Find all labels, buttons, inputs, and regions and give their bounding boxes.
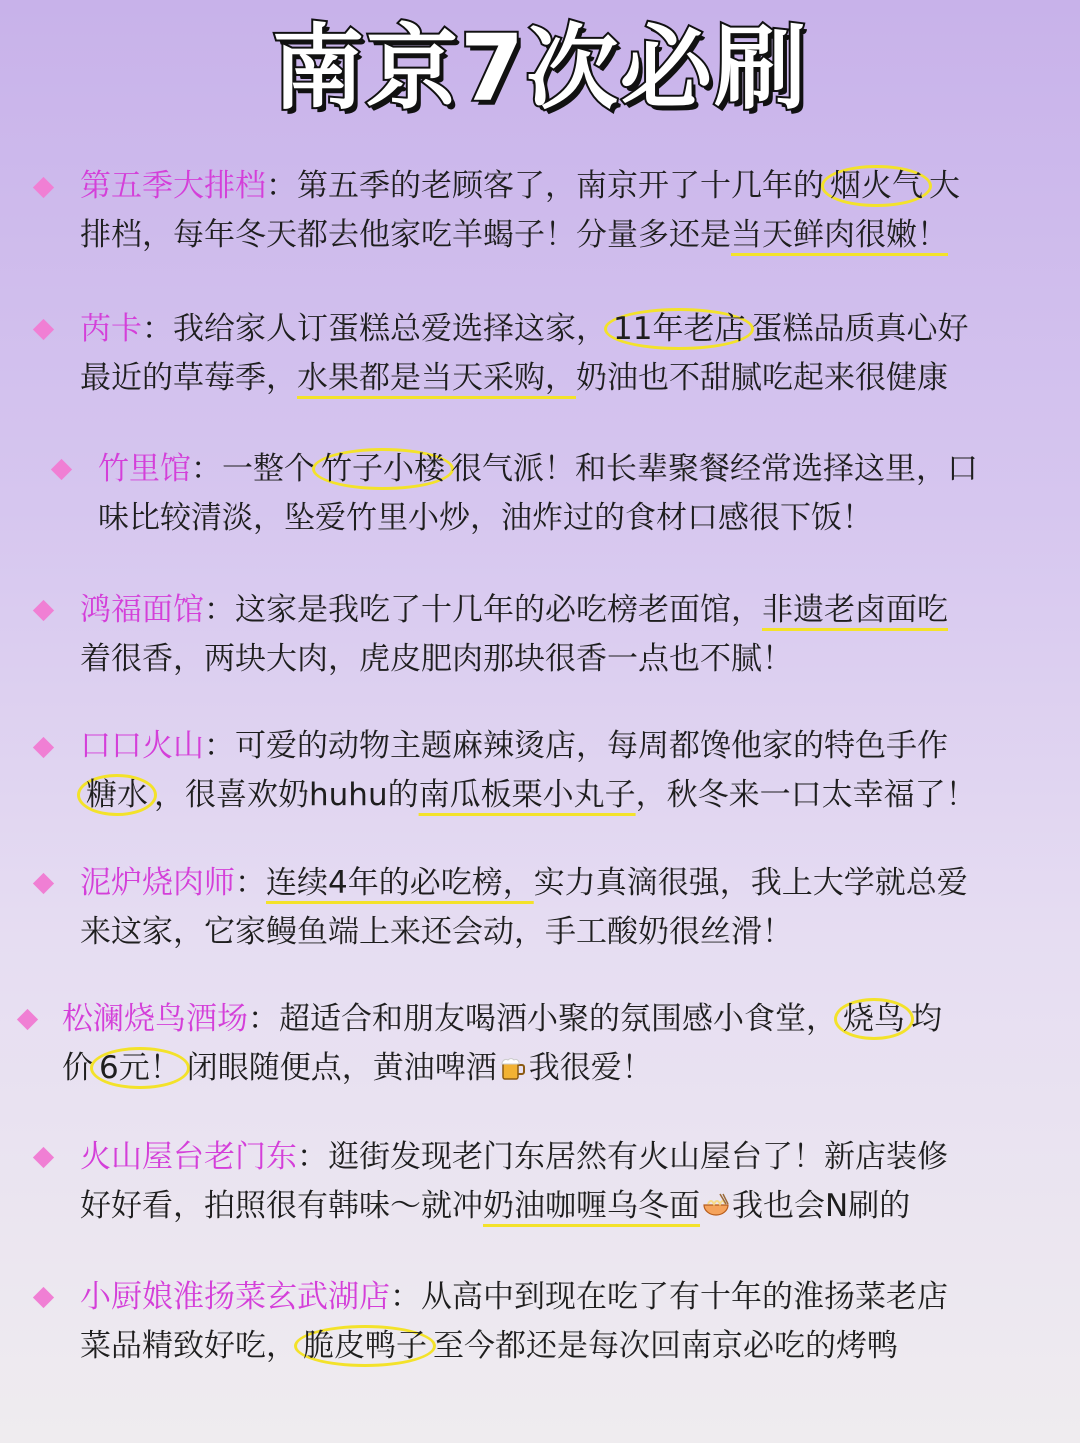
entry-text: 价 [62,1050,93,1086]
entry-text: 一整个 [222,451,315,487]
entry-line [80,635,948,684]
entry-7 [62,995,942,1093]
restaurant-name: 小厨娘淮扬菜玄武湖店 [80,1279,390,1315]
entry-text: 味比较清淡，坠爱竹里小炒，油炸过的食材口感很下饭！ [98,500,873,536]
restaurant-name: 火山屋台老门东 [80,1139,297,1175]
entry-line [80,354,968,403]
entry-text: 从高中到现在吃了有十年的淮扬菜老店 [421,1279,948,1315]
entry-text: 至今都还是每次回南京必吃的烤鸭 [433,1328,898,1364]
bullet-icon [33,737,54,758]
circled-highlight: 烟火气 [821,165,932,207]
entry-line: 松澜烧鸟酒场：超适合和朋友喝酒小聚的氛围感小食堂， 烧鸟 均 [62,995,942,1044]
entry-1 [80,162,960,260]
entry-text: 闭眼随便点，黄油啤酒 [186,1050,497,1086]
entry-line [80,1182,948,1231]
entry-text: 菜品精致好吃， [80,1328,297,1364]
entry-6 [80,859,968,957]
circled-highlight: 6元！ [90,1047,190,1089]
underlined-highlight: 非遗老卤面吃 [762,592,948,628]
circled-highlight: 糖水 [77,774,157,816]
entry-text: 我给家人订蛋糕总爱选择这家， [173,311,607,347]
entry-text: 我很爱！ [528,1050,653,1086]
entry-line [80,211,960,260]
bullet-icon [33,873,54,894]
underlined-highlight: 当天鲜肉很嫩！ [731,217,948,253]
entry-text: 很气派！和长辈聚餐经常选择这里，口 [451,451,978,487]
restaurant-name: 鸿福面馆 [80,592,204,628]
circled-highlight: 竹子小楼 [312,448,454,490]
bullet-icon [33,319,54,340]
entry-4 [80,586,948,684]
entry-line [80,771,977,820]
circled-highlight: 11年老店 [604,308,754,350]
bullet-icon [33,600,54,621]
circled-highlight: 脆皮鸭子 [294,1325,436,1367]
circled-highlight: 烧鸟 [834,998,914,1040]
entry-text: 奶油也不甜腻吃起来很健康 [576,360,948,396]
entry-line [80,908,968,957]
entry-text: 均 [911,1001,942,1037]
underlined-highlight: 奶油咖喱乌冬面 [483,1188,700,1224]
entry-text: 第五季的老顾客了，南京开了十几年的 [297,168,824,204]
entry-text: 实力真滴很强，我上大学就总爱 [533,865,968,901]
entry-line [80,1322,948,1371]
bullet-icon [17,1009,38,1030]
noodle-bowl-icon [702,1192,730,1220]
bullet-icon [33,177,54,198]
entry-line: 鸿福面馆：这家是我吃了十几年的必吃榜老面馆，非遗老卤面吃 [80,592,948,628]
restaurant-name: 第五季大排档 [80,168,266,204]
restaurant-name: 芮卡 [80,311,142,347]
entry-text: 这家是我吃了十几年的必吃榜老面馆， [235,592,762,628]
entry-line [62,1044,942,1093]
bullet-icon [33,1147,54,1168]
entry-line: 口口火山：可爱的动物主题麻辣烫店，每周都馋他家的特色手作 [80,728,948,764]
entry-text: 我也会N刷的 [732,1188,911,1224]
entry-5 [80,722,977,820]
entry-text: 最近的草莓季， [80,360,297,396]
entry-line: 小厨娘淮扬菜玄武湖店：从高中到现在吃了有十年的淮扬菜老店 [80,1279,948,1315]
entry-line: 火山屋台老门东：逛街发现老门东居然有火山屋台了！新店装修 [80,1139,948,1175]
entry-line: 泥炉烧肉师：连续4年的必吃榜，实力真滴很强，我上大学就总爱 [80,865,968,901]
entry-line: 竹里馆：一整个 竹子小楼 很气派！和长辈聚餐经常选择这里，口 [98,445,978,494]
entry-line [98,494,978,543]
entry-8 [80,1133,948,1231]
entry-text: 逛街发现老门东居然有火山屋台了！新店装修 [328,1139,948,1175]
restaurant-name: 口口火山 [80,728,204,764]
underlined-highlight: 连续4年的必吃榜， [266,865,534,901]
entry-line: 芮卡：我给家人订蛋糕总爱选择这家， 11年老店 蛋糕品质真心好 [80,305,968,354]
underlined-highlight: 水果都是当天采购， [297,360,576,396]
entry-text: 排档，每年冬天都去他家吃羊蝎子！分量多还是 [80,217,731,253]
entry-9 [80,1273,948,1371]
entry-text: 大 [929,168,960,204]
entry-text: 来这家，它家鳗鱼端上来还会动，手工酸奶很丝滑！ [80,914,793,950]
entry-text: 着很香，两块大肉，虎皮肥肉那块很香一点也不腻！ [80,641,793,677]
entry-text: ，很喜欢奶huhu的 [154,777,419,813]
entry-line: 第五季大排档：第五季的老顾客了，南京开了十几年的 烟火气 大 [80,162,960,211]
beer-mug-icon [499,1054,527,1082]
entry-text: 蛋糕品质真心好 [751,311,969,347]
entry-text: 超适合和朋友喝酒小聚的氛围感小食堂， [279,1001,837,1037]
restaurant-name: 竹里馆 [98,451,191,487]
entry-text: 好好看，拍照很有韩味～就冲 [80,1188,483,1224]
restaurant-name: 松澜烧鸟酒场 [62,1001,248,1037]
bullet-icon [33,1287,54,1308]
entry-text: ，秋冬来一口太幸福了！ [635,777,977,813]
underlined-highlight: 南瓜板栗小丸子 [418,777,636,813]
restaurant-name: 泥炉烧肉师 [80,865,235,901]
entry-text: 可爱的动物主题麻辣烫店，每周都馋他家的特色手作 [235,728,948,764]
bullet-icon [51,459,72,480]
page-title: 南京7次必刷 [271,15,808,122]
entry-3 [98,445,978,543]
entry-2 [80,305,968,403]
